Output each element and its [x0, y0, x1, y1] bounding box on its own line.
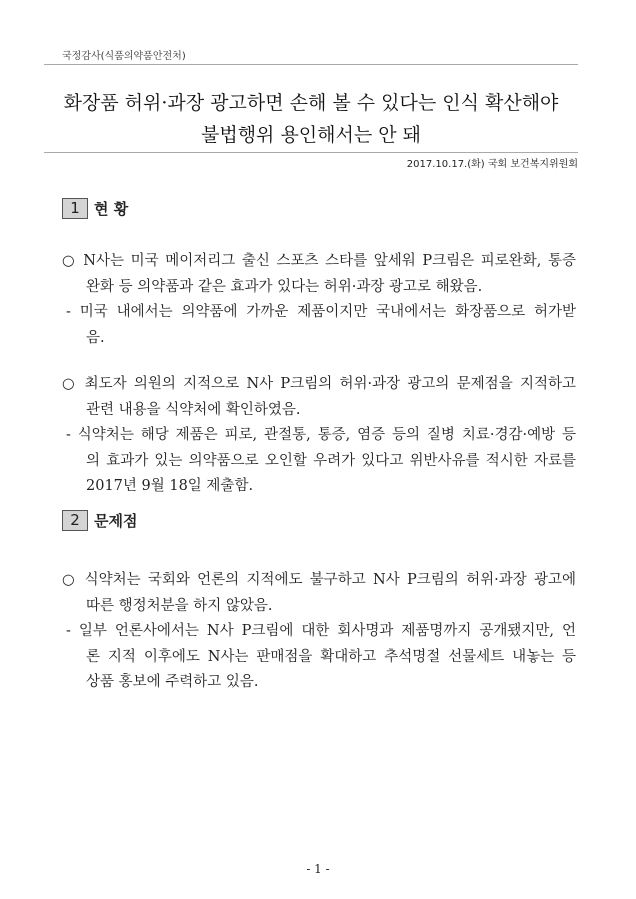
paragraph-line: 론 지적 이후에도 N사는 판매점을 확대하고 추석명절 선물세트 내놓는 등 — [86, 649, 576, 665]
paragraph-line: 따른 행정처분을 하지 않았음. — [86, 598, 273, 614]
section-heading-1 — [62, 198, 128, 219]
paragraph-line: 완화 등 의약품과 같은 효과가 있다는 허위·과장 광고로 해왔음. — [86, 279, 483, 295]
paragraph-line: 관련 내용을 식약처에 확인하였음. — [86, 402, 301, 418]
title-line-2: 불법행위 용인해서는 안 돼 — [200, 124, 421, 146]
paragraph-line: - 미국 내에서는 의약품에 가까운 제품이지만 국내에서는 화장품으로 허가받 — [66, 304, 576, 320]
paragraph-line: - 일부 언론사에서는 N사 P크림에 대한 회사명과 제품명까지 공개됐지만, 언 — [66, 623, 576, 639]
paragraph-line: 상품 홍보에 주력하고 있음. — [86, 674, 259, 690]
paragraph-line: ○ N사는 미국 메이저리그 출신 스포츠 스타를 앞세워 P크림은 피로완화, 통증 — [62, 253, 576, 269]
title-line-1: 화장품 허위·과장 광고하면 손해 볼 수 있다는 인식 확산해야 — [63, 92, 559, 114]
divider — [44, 64, 578, 65]
paragraph-line: ○ 식약처는 국회와 언론의 지적에도 불구하고 N사 P크림의 허위·과장 광고에 — [62, 572, 576, 588]
paragraph-line: - 식약처는 해당 제품은 피로, 관절통, 통증, 염증 등의 질병 치료·경감·예방 등 — [66, 427, 576, 443]
section-heading-2 — [62, 510, 137, 531]
paragraph-line: ○ 최도자 의원의 지적으로 N사 P크림의 허위·과장 광고의 문제점을 지적하고 — [62, 376, 576, 392]
section-number: 2 — [62, 510, 88, 531]
section-title: 현 황 — [94, 200, 129, 218]
section-number: 1 — [62, 198, 88, 219]
document-header: 국정감사(식품의약품안전처) — [62, 51, 186, 62]
divider — [44, 152, 578, 153]
page-number: - 1 - — [306, 862, 330, 876]
paragraph-line: 의 효과가 있는 의약품으로 오인할 우려가 있다고 위반사유를 적시한 자료를 — [86, 453, 576, 469]
section-title: 문제점 — [94, 512, 138, 530]
paragraph-line: 음. — [86, 330, 105, 346]
date-line: 2017.10.17.(화) 국회 보건복지위원회 — [406, 159, 578, 170]
paragraph-line: 2017년 9월 18일 제출함. — [86, 478, 254, 494]
